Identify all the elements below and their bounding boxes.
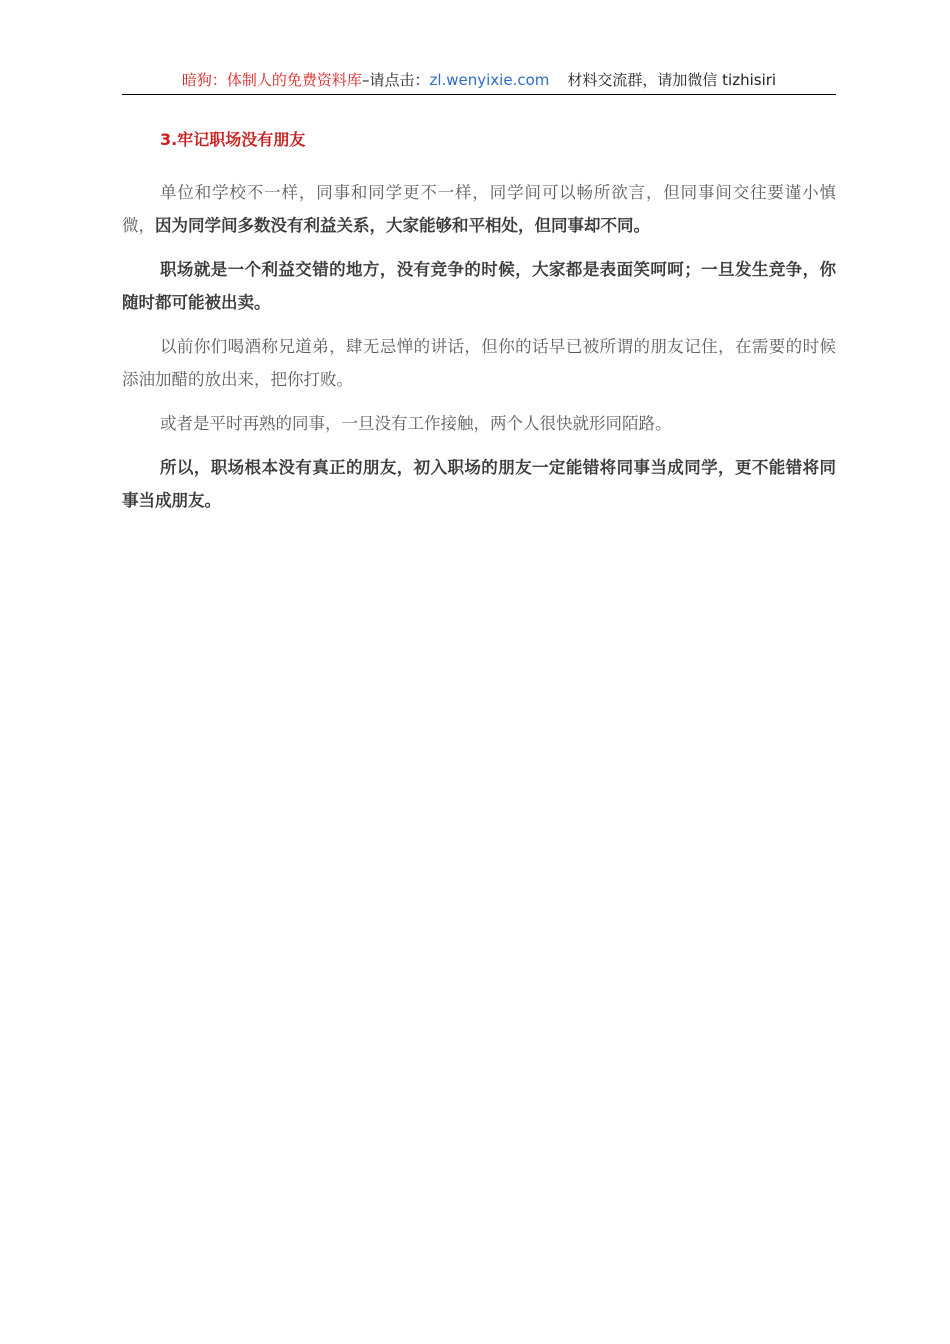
document-body xyxy=(122,124,836,528)
paragraph-1 xyxy=(122,176,836,242)
header-brand: 暗狗：体制人的免费资料库 xyxy=(181,71,362,89)
paragraph-2: 职场就是一个利益交错的地方，没有竞争的时候，大家都是表面笑呵呵；一旦发生竞争，你随时都可能被出卖。 xyxy=(122,260,836,312)
paragraph-4: 或者是平时再熟的同事，一旦没有工作接触，两个人很快就形同陌路。 xyxy=(160,414,672,433)
paragraph-3: 以前你们喝酒称兄道弟，肆无忌惮的讲话，但你的话早已被所谓的朋友记住，在需要的时候添油加醋的放出来，把你打败。 xyxy=(122,337,836,389)
page-header xyxy=(122,68,836,95)
paragraph-5: 所以，职场根本没有真正的朋友，初入职场的朋友一定能错将同事当成同学，更不能错将同事当成朋友。 xyxy=(122,458,836,510)
paragraph-1-normal: 单位和学校不一样，同事和同学更不一样，同学间可以畅所欲言，但同事间交往要谨小慎微， xyxy=(122,183,836,235)
section-title: 3.牢记职场没有朋友 xyxy=(160,130,306,149)
header-click-prefix: –请点击： xyxy=(361,71,430,89)
header-url-link[interactable]: zl.wenyixie.com xyxy=(429,71,550,89)
paragraph-1-bold: 因为同学间多数没有利益关系，大家能够和平相处，但同事却不同。 xyxy=(155,216,650,235)
header-group-info: 材料交流群，请加微信 tizhisiri xyxy=(567,71,777,89)
